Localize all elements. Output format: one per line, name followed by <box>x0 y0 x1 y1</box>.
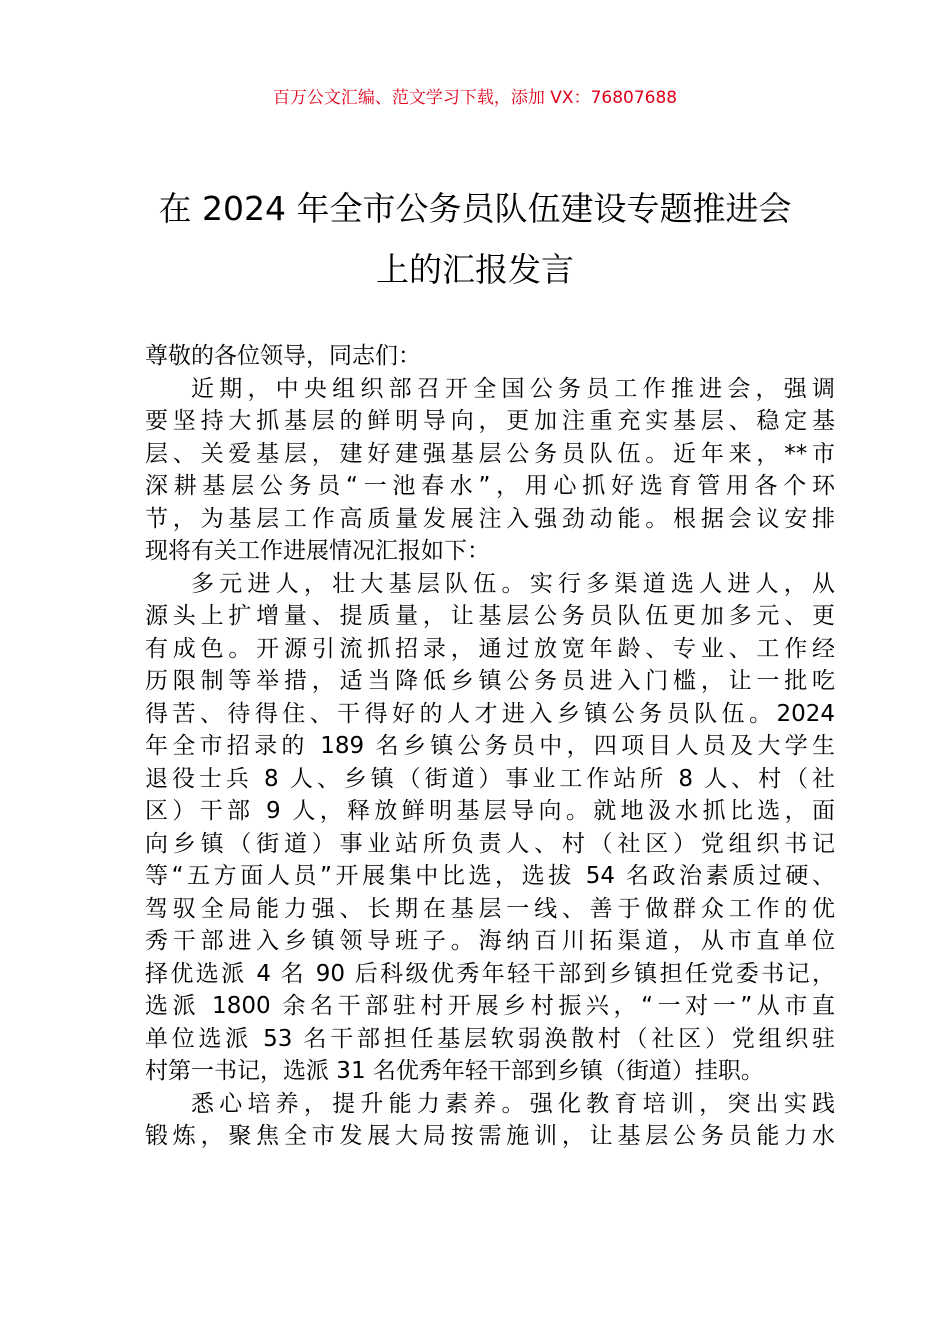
body-line: 区）干部 9 人，释放鲜明基层导向。就地汲水抓比选，面 <box>145 798 835 824</box>
body-line: 层、关爱基层，建好建强基层公务员队伍。近年来，**市 <box>145 440 835 467</box>
body-line: 历限制等举措，适当降低乡镇公务员进入门槛，让一批吃 <box>145 668 835 694</box>
body-line: 有成色。开源引流抓招录，通过放宽年龄、专业、工作经 <box>145 635 835 662</box>
body-line: 驾驭全局能力强、长期在基层一线、善于做群众工作的优 <box>145 895 835 922</box>
salutation-line: 尊敬的各位领导，同志们： <box>145 343 421 369</box>
body-line: 源头上扩增量、提质量，让基层公务员队伍更加多元、更 <box>145 603 835 629</box>
body-line: 近期，中央组织部召开全国公务员工作推进会，强调 <box>191 375 835 402</box>
body-line: 多元进人，壮大基层队伍。实行多渠道选人进人，从 <box>191 570 835 597</box>
document-title <box>60 178 890 300</box>
body-line: 选派 1800 余名干部驻村开展乡村振兴，“一对一”从市直 <box>145 993 835 1019</box>
body-line: 悉心培养，提升能力素养。强化教育培训，突出实践 <box>191 1090 835 1117</box>
body-line: 要坚持大抓基层的鲜明导向，更加注重充实基层、稳定基 <box>145 408 835 434</box>
body-line: 择优选派 4 名 90 后科级优秀年轻干部到乡镇担任党委书记， <box>145 960 835 987</box>
body-line: 得苦、待得住、干得好的人才进入乡镇公务员队伍。2024 <box>145 700 835 727</box>
body-line: 锻炼，聚焦全市发展大局按需施训，让基层公务员能力水 <box>145 1123 835 1149</box>
document-body <box>145 340 835 1153</box>
body-line: 村第一书记，选派 31 名优秀年轻干部到乡镇（街道）挂职。 <box>145 1058 764 1084</box>
body-line: 秀干部进入乡镇领导班子。海纳百川拓渠道，从市直单位 <box>145 928 835 954</box>
body-line: 向乡镇（街道）事业站所负责人、村（社区）党组织书记 <box>145 830 835 857</box>
body-line: 等“五方面人员”开展集中比选，选拔 54 名政治素质过硬、 <box>145 863 835 889</box>
body-line: 退役士兵 8 人、乡镇（街道）事业工作站所 8 人、村（社 <box>145 765 835 792</box>
body-line: 单位选派 53 名干部担任基层软弱涣散村（社区）党组织驻 <box>145 1025 835 1052</box>
body-line: 现将有关工作进展情况汇报如下： <box>145 538 490 564</box>
title-line-2: 上的汇报发言 <box>376 250 574 289</box>
body-line: 深耕基层公务员“一池春水”，用心抓好选育管用各个环 <box>145 473 835 499</box>
body-line: 年全市招录的 189 名乡镇公务员中，四项目人员及大学生 <box>145 733 835 759</box>
watermark-banner: 百万公文汇编、范文学习下载，添加 VX：76807688 <box>272 88 678 108</box>
title-line-1: 在 2024 年全市公务员队伍建设专题推进会 <box>158 189 792 228</box>
body-line: 节，为基层工作高质量发展注入强劲动能。根据会议安排 <box>145 505 835 532</box>
